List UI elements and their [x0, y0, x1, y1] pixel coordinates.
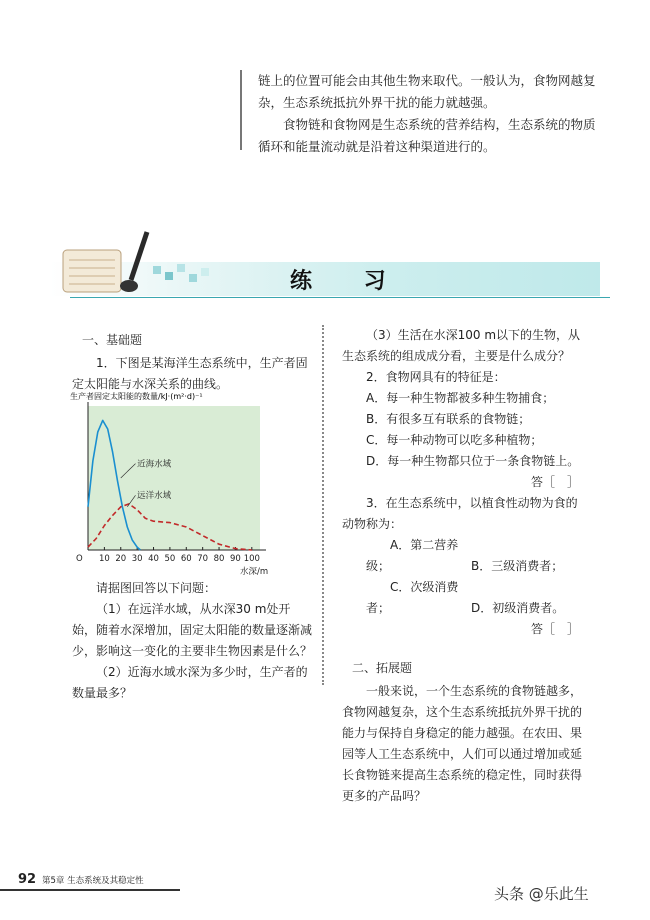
scroll-and-brush-icon	[55, 228, 215, 300]
instruction: 请据图回答以下问题：	[96, 581, 217, 595]
option: C．次级消费者；	[366, 580, 459, 615]
depth-energy-chart	[70, 390, 315, 575]
x-tick-label: 20	[115, 554, 127, 564]
x-tick-label: 10	[98, 554, 110, 564]
option: C．每一种动物可以吃多种植物；	[366, 433, 543, 447]
question-1: 1．下图是某海洋生态系统中，生产者固定太阳能与水深关系的曲线。	[72, 356, 308, 391]
x-tick-label: 100	[243, 554, 260, 564]
top-paragraphs	[258, 70, 598, 158]
option: A．每一种生物都被多种生物捕食；	[366, 391, 555, 405]
option: D．每一种生物都只位于一条食物链上。	[366, 454, 580, 468]
x-tick-label: 70	[197, 554, 209, 564]
x-tick-label: 80	[213, 554, 225, 564]
watermark: 头条 @乐此生	[494, 885, 589, 903]
column-divider	[322, 325, 324, 685]
x-tick-label: 30	[131, 554, 143, 564]
margin-rule	[240, 70, 242, 150]
option-row	[342, 535, 587, 577]
option: A．第二营养级；	[366, 538, 459, 573]
extension-question: 一般来说，一个生态系统的食物链越多，食物网越复杂，这个生态系统抵抗外界干扰的能力与保持自身稳定的能力越强。在农田、果园等人工生态系统中，人们可以通过增加或延长食物链来提高生态系统的稳定性，同时获得更多的产品吗？	[342, 684, 583, 803]
paragraph: 食物链和食物网是生态系统的营养结构，生态系统的物质循环和能量流动就是沿着这种渠道进行的。	[258, 117, 596, 154]
x-tick-label: 90	[230, 554, 241, 564]
x-axis-label: 水深/m	[240, 567, 269, 575]
plot-area	[88, 406, 260, 550]
question-1-1: （1）在远洋水域，从水深30 m处开始，随着水深增加，固定太阳能的数量逐渐减少，影响这一变化的主要非生物因素是什么？	[72, 602, 313, 658]
chapter-label: 第5章 生态系统及其稳定性	[42, 876, 144, 886]
option: B．有很多互有联系的食物链；	[366, 412, 531, 426]
origin-label: O	[76, 554, 83, 564]
left-column-questions	[72, 578, 312, 704]
x-tick-label: 60	[180, 554, 192, 564]
section-title: 练 习	[290, 268, 408, 294]
divider	[70, 297, 610, 298]
question-1-2: （2）近海水域水深为多少时，生产者的数量最多？	[72, 665, 308, 700]
page-number: 92	[18, 872, 37, 887]
answer-blank: 答［ ］	[530, 622, 579, 636]
series-label: 远洋水域	[137, 491, 172, 502]
question-2: 2．食物网具有的特征是：	[366, 370, 506, 384]
section-heading: 二、拓展题	[352, 661, 413, 675]
option-row	[342, 577, 587, 619]
series-label: 近海水域	[137, 459, 172, 470]
question-3: 3．在生态系统中，以植食性动物为食的动物称为：	[342, 496, 578, 531]
section-heading: 一、基础题	[82, 333, 143, 347]
question-1-3: （3）生活在水深100 m以下的生物，从生态系统的组成成分看，主要是什么成分？	[342, 328, 581, 363]
paragraph: 链上的位置可能会由其他生物来取代。一般认为，食物网越复杂，生态系统抵抗外界干扰的能力就越强。	[258, 73, 596, 110]
option: B．三级消费者；	[471, 559, 564, 573]
option: D．初级消费者。	[471, 601, 565, 615]
footer-rule	[0, 889, 180, 891]
x-tick-label: 50	[164, 554, 176, 564]
left-column	[72, 330, 312, 395]
x-tick-label: 40	[148, 554, 159, 564]
answer-blank: 答［ ］	[530, 475, 579, 489]
right-column	[342, 325, 587, 807]
chart-title: 生产者固定太阳能的数量/kJ·(m²·d)⁻¹	[70, 392, 203, 401]
